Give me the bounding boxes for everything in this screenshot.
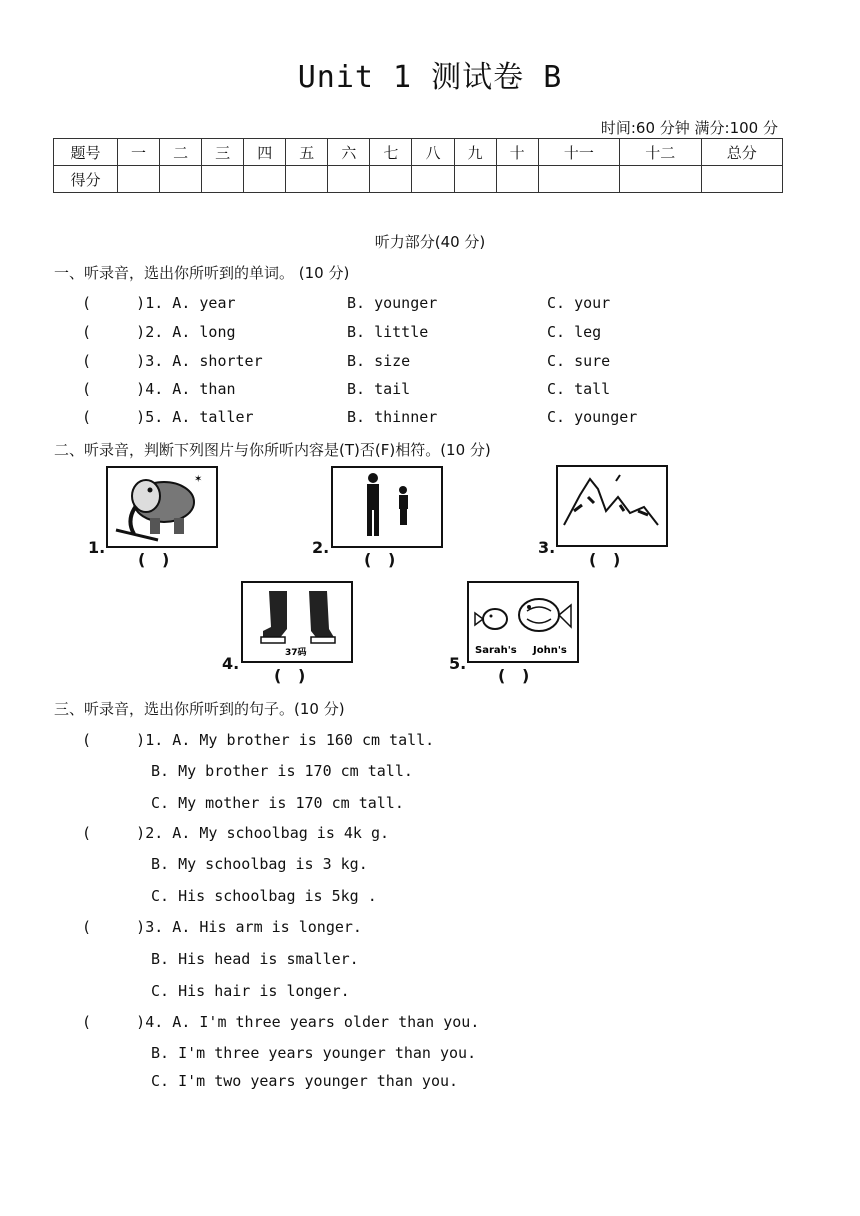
score-header-cell: 总分: [701, 139, 782, 166]
picture-5-fish: [467, 581, 579, 663]
boots-illustration: [243, 583, 351, 661]
part1-item-4-b: B. tail: [347, 380, 411, 398]
part3-q1-option-a: ( )1. A. My brother is 160 cm tall.: [82, 731, 435, 749]
part3-q2-option-c: C. His schoolbag is 5kg .: [151, 887, 377, 905]
score-input-cell[interactable]: [496, 166, 538, 193]
part1-item-2-b: B. little: [347, 323, 429, 341]
part3-q4-option-c: C. I'm two years younger than you.: [151, 1072, 459, 1090]
fish-label-john: John's: [533, 645, 567, 656]
score-input-cell[interactable]: [412, 166, 454, 193]
part3-q1-option-c: C. My mother is 170 cm tall.: [151, 794, 404, 812]
part3-q2-option-b: B. My schoolbag is 3 kg.: [151, 855, 368, 873]
score-input-cell[interactable]: [118, 166, 160, 193]
mountain-illustration: [558, 467, 666, 545]
fish-illustration: [469, 583, 577, 661]
picture-2-people: [331, 466, 443, 548]
part3-q3-option-a: ( )3. A. His arm is longer.: [82, 918, 362, 936]
part1-item-1-a: ( )1. A. year: [82, 294, 236, 312]
score-header-cell: 五: [286, 139, 328, 166]
score-input-cell[interactable]: [160, 166, 202, 193]
picture-1-elephant: [106, 466, 218, 548]
score-header-cell: 十一: [538, 139, 619, 166]
picture-5-answer[interactable]: ( ): [498, 666, 530, 685]
part1-item-1-c: C. your: [547, 294, 611, 312]
part1-item-4-c: C. tall: [547, 380, 611, 398]
score-input-cell[interactable]: [244, 166, 286, 193]
score-input-cell[interactable]: [620, 166, 701, 193]
score-header-cell: 七: [370, 139, 412, 166]
part1-item-2-c: C. leg: [547, 323, 602, 341]
part1-item-3-b: B. size: [347, 352, 411, 370]
part1-item-3-a: ( )3. A. shorter: [82, 352, 263, 370]
score-input-cell[interactable]: [701, 166, 782, 193]
part3-q4-option-b: B. I'm three years younger than you.: [151, 1044, 477, 1062]
score-header-cell: 九: [454, 139, 496, 166]
part3-q4-option-a: ( )4. A. I'm three years older than you.: [82, 1013, 480, 1031]
part3-q3-option-c: C. His hair is longer.: [151, 982, 350, 1000]
elephant-illustration: [108, 468, 216, 546]
score-header-cell: 十二: [620, 139, 701, 166]
picture-3-mountains: [556, 465, 668, 547]
score-input-cell[interactable]: [370, 166, 412, 193]
picture-4-number: 4.: [222, 654, 240, 673]
part1-item-3-c: C. sure: [547, 352, 611, 370]
score-header-cell: 四: [244, 139, 286, 166]
time-info: 时间:60 分钟 满分:100 分: [600, 119, 778, 137]
score-table-header-row: [54, 139, 783, 166]
part1-item-1-b: B. younger: [347, 294, 438, 312]
listening-heading: 听力部分(40 分): [374, 233, 486, 251]
part2-heading: 二、听录音，判断下列图片与你所听内容是(T)否(F)相符。(10 分): [54, 441, 491, 459]
score-header-cell: 十: [496, 139, 538, 166]
score-input-cell[interactable]: [454, 166, 496, 193]
score-row-label: 得分: [54, 166, 118, 193]
picture-5-number: 5.: [449, 654, 467, 673]
score-header-cell: 题号: [54, 139, 118, 166]
part1-item-5-c: C. younger: [547, 408, 638, 426]
fish-label-sarah: Sarah's: [475, 645, 517, 656]
people-illustration: [333, 468, 441, 546]
picture-3-number: 3.: [538, 538, 556, 557]
picture-4-shoes: [241, 581, 353, 663]
score-table: [53, 138, 783, 193]
picture-4-answer[interactable]: ( ): [274, 666, 306, 685]
score-header-cell: 三: [202, 139, 244, 166]
picture-2-answer[interactable]: ( ): [364, 550, 396, 569]
picture-3-answer[interactable]: ( ): [589, 550, 621, 569]
score-input-cell[interactable]: [328, 166, 370, 193]
part3-q2-option-a: ( )2. A. My schoolbag is 4k g.: [82, 824, 390, 842]
score-input-cell[interactable]: [286, 166, 328, 193]
picture-1-answer[interactable]: ( ): [138, 550, 170, 569]
shoe-size-label: 37码: [285, 648, 307, 658]
picture-1-number: 1.: [88, 538, 106, 557]
page-title: Unit 1 测试卷 B: [297, 60, 563, 95]
part1-heading: 一、听录音，选出你所听到的单词。 (10 分): [54, 264, 350, 282]
score-header-cell: 一: [118, 139, 160, 166]
score-input-cell[interactable]: [202, 166, 244, 193]
score-input-cell[interactable]: [538, 166, 619, 193]
part1-item-5-b: B. thinner: [347, 408, 438, 426]
score-header-cell: 二: [160, 139, 202, 166]
part3-heading: 三、听录音，选出你所听到的句子。(10 分): [54, 700, 345, 718]
score-header-cell: 六: [328, 139, 370, 166]
score-table-score-row: [54, 166, 783, 193]
svg-text:✶: ✶: [194, 474, 203, 485]
picture-2-number: 2.: [312, 538, 330, 557]
score-header-cell: 八: [412, 139, 454, 166]
part3-q1-option-b: B. My brother is 170 cm tall.: [151, 762, 413, 780]
part3-q3-option-b: B. His head is smaller.: [151, 950, 359, 968]
part1-item-2-a: ( )2. A. long: [82, 323, 236, 341]
part1-item-5-a: ( )5. A. taller: [82, 408, 254, 426]
part1-item-4-a: ( )4. A. than: [82, 380, 236, 398]
